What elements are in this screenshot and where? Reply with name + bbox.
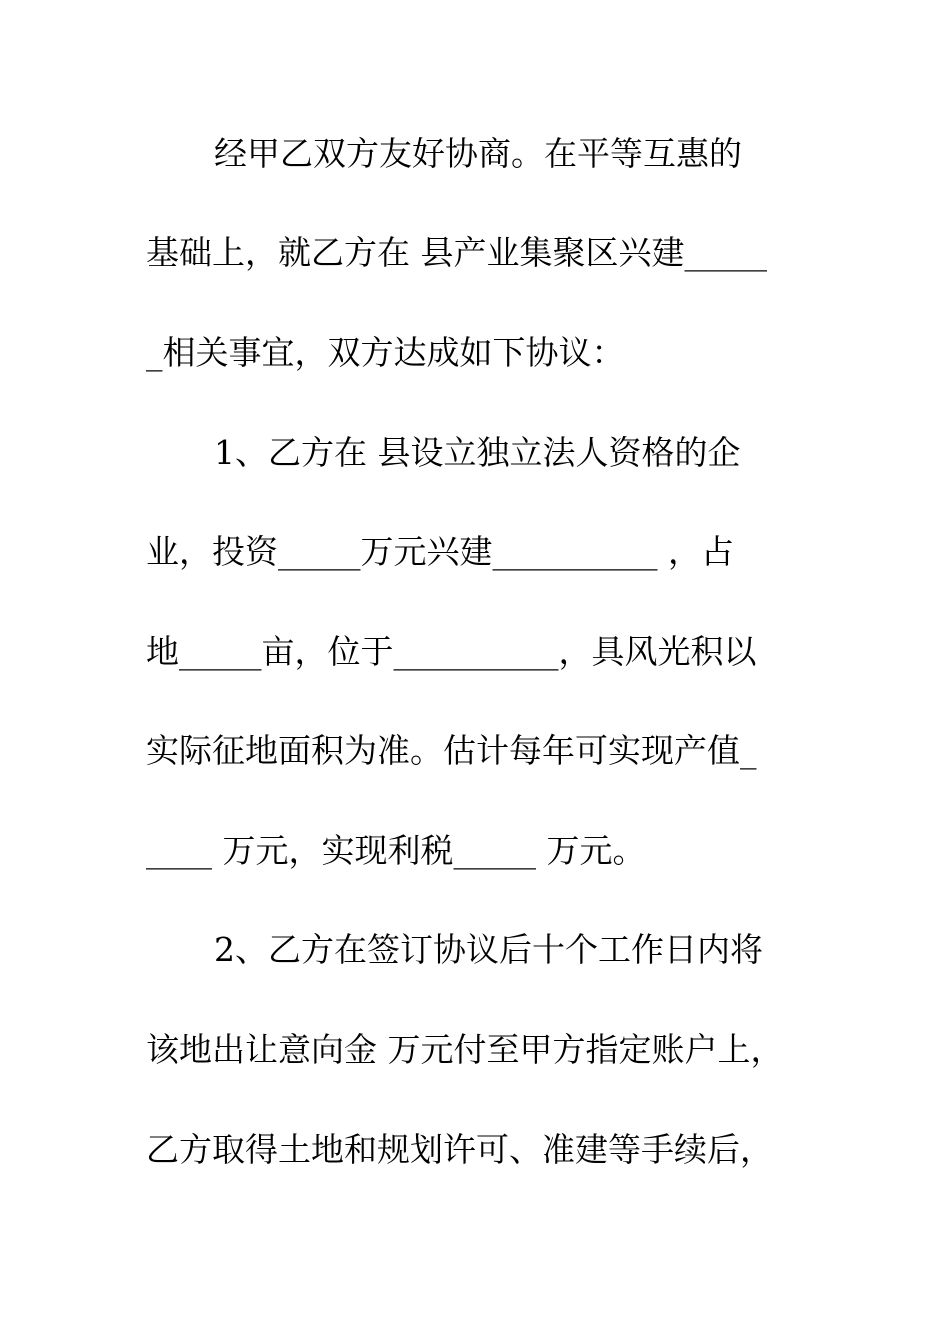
clause-2-line-3: 乙方取得土地和规划许可、准建等手续后，	[146, 1130, 773, 1169]
paragraph-1-line-3: _相关事宜，双方达成如下协议：	[146, 333, 625, 372]
clause-2-line-2: 该地出让意向金 万元付至甲方指定账户上，	[146, 1030, 784, 1069]
clause-2-line-1: 2、乙方在签订协议后十个工作日内将	[214, 930, 763, 969]
clause-1-line-3: 地_____亩，位于__________，具风光积以	[146, 632, 757, 671]
clause-1-line-1: 1、乙方在 县设立独立法人资格的企	[214, 433, 741, 472]
paragraph-1-line-2: 基础上，就乙方在 县产业集聚区兴建_____	[146, 233, 767, 272]
clause-1-line-2: 业，投资_____万元兴建__________ ，占	[146, 532, 734, 571]
clause-1-line-5: ____ 万元，实现利税_____ 万元。	[146, 831, 646, 870]
paragraph-1-line-1: 经甲乙双方友好协商。在平等互惠的	[214, 134, 742, 173]
clause-1-line-4: 实际征地面积为准。估计每年可实现产值_	[146, 731, 757, 770]
